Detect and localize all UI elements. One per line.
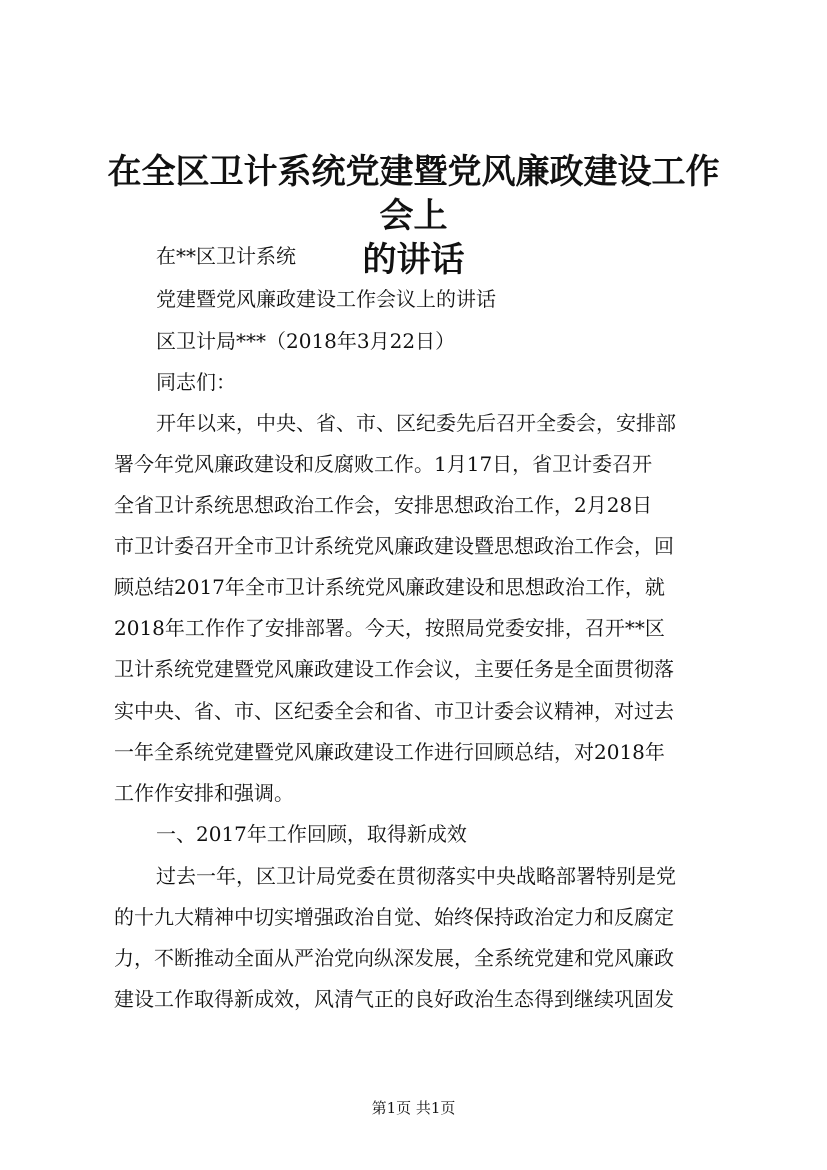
intro-line-venue: 在**区卫计系统	[156, 244, 296, 268]
paragraph-1-line-9: 一年全系统党建暨党风廉政建设工作进行回顾总结，对2018年	[114, 740, 665, 764]
title-line-1: 在全区卫计系统党建暨党风廉政建设工作会上	[107, 152, 720, 236]
paragraph-2-line-3: 力，不断推动全面从严治党向纵深发展，全系统党建和党风廉政	[114, 946, 674, 970]
paragraph-1-line-6: 2018年工作作了安排部署。今天，按照局党委安排，召开**区	[114, 616, 665, 640]
paragraph-1-line-2: 署今年党风廉政建设和反腐败工作。1月17日，省卫计委召开	[114, 452, 653, 476]
paragraph-2-line-2: 的十九大精神中切实增强政治自觉、始终保持政治定力和反腐定	[114, 905, 674, 929]
paragraph-1-line-8: 实中央、省、市、区纪委全会和省、市卫计委会议精神，对过去	[114, 699, 674, 723]
title-line-2: 的讲话	[362, 240, 465, 280]
paragraph-2-line-4: 建设工作取得新成效，风清气正的良好政治生态得到继续巩固发	[114, 987, 674, 1011]
paragraph-2-line-1: 过去一年，区卫计局党委在贯彻落实中央战略部署特别是党	[156, 864, 676, 888]
intro-line-meeting: 党建暨党风廉政建设工作会议上的讲话	[156, 287, 496, 311]
intro-line-speaker-date: 区卫计局***（2018年3月22日）	[156, 329, 456, 353]
section-heading: 一、2017年工作回顾，取得新成效	[156, 822, 467, 846]
paragraph-1-line-5: 顾总结2017年全市卫计系统党风廉政建设和思想政治工作，就	[114, 575, 665, 599]
paragraph-1-line-1: 开年以来，中央、省、市、区纪委先后召开全委会，安排部	[156, 411, 676, 435]
paragraph-1-line-3: 全省卫计系统思想政治工作会，安排思想政治工作，2月28日	[114, 493, 653, 517]
paragraph-1-line-10: 工作作安排和强调。	[114, 781, 294, 805]
paragraph-1-line-4: 市卫计委召开全市卫计系统党风廉政建设暨思想政治工作会，回	[114, 534, 674, 558]
page-footer: 第1页 共1页	[371, 1099, 456, 1117]
intro-line-salutation: 同志们：	[156, 370, 236, 394]
paragraph-1-line-7: 卫计系统党建暨党风廉政建设工作会议，主要任务是全面贯彻落	[114, 657, 674, 681]
